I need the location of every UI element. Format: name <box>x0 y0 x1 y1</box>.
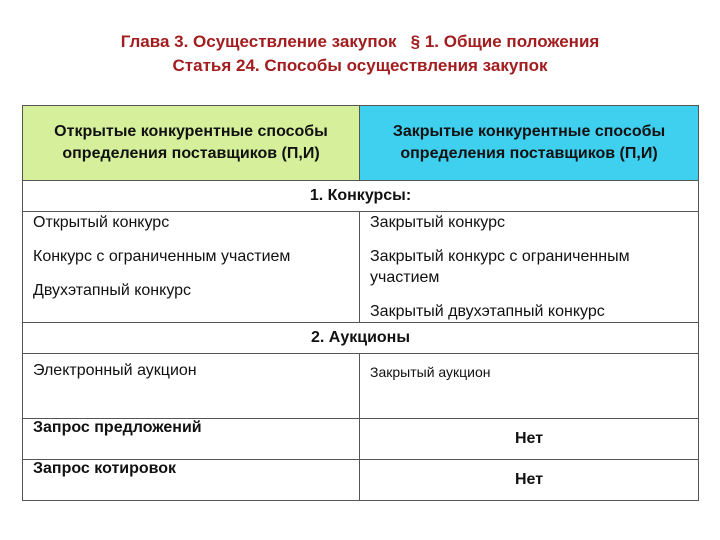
list-item: Открытый конкурс <box>33 214 170 231</box>
section-row-auctions <box>23 323 699 354</box>
list-item: Конкурс с ограниченным участием <box>33 248 291 265</box>
table-row-proposals-request <box>23 419 699 460</box>
quotations-request-label: Запрос котировок <box>23 460 360 501</box>
contests-section-title: 1. Конкурсы: <box>23 181 699 212</box>
section-row-contests <box>23 181 699 212</box>
slide-title <box>0 30 720 78</box>
article-title: Статья 24. Способы осуществления закупок <box>172 56 548 75</box>
auctions-section-title: 2. Аукционы <box>23 323 699 354</box>
table-row-contests <box>23 212 699 323</box>
chapter-title: Глава 3. Осуществление закупок § 1. Общие положения <box>120 32 600 51</box>
proposals-request-none: Нет <box>360 419 699 460</box>
list-item: Закрытый конкурс <box>370 214 505 231</box>
closed-auction-text: Закрытый аукцион <box>370 364 491 380</box>
closed-auction-cell <box>360 354 699 419</box>
table-header-row <box>23 106 699 181</box>
closed-contests-cell <box>360 212 699 323</box>
closed-methods-header: Закрытые конкурентные способы определения поставщиков (П,И) <box>360 106 699 181</box>
open-auction-cell: Электронный аукцион <box>23 354 360 419</box>
open-methods-header: Открытые конкурентные способы определения поставщиков (П,И) <box>23 106 360 181</box>
table-row-auctions <box>23 354 699 419</box>
list-item: Закрытый конкурс с ограниченным участием <box>370 248 630 286</box>
procurement-methods-table <box>22 105 699 501</box>
open-contests-cell <box>23 212 360 323</box>
table-row-quotations-request <box>23 460 699 501</box>
proposals-request-label: Запрос предложений <box>23 419 360 460</box>
quotations-request-none: Нет <box>360 460 699 501</box>
list-item: Закрытый двухэтапный конкурс <box>370 303 605 320</box>
list-item: Двухэтапный конкурс <box>33 282 192 299</box>
